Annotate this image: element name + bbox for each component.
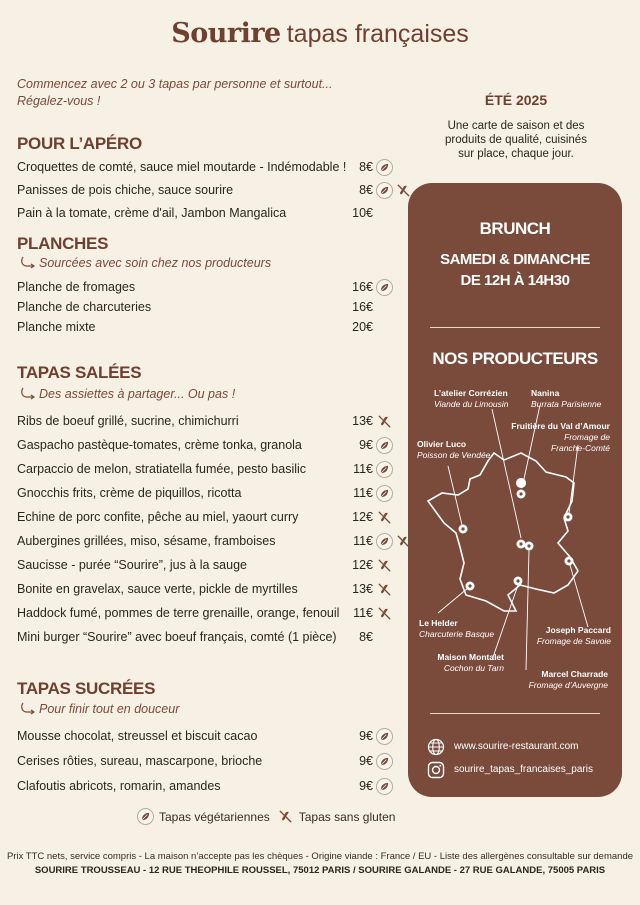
section-note-salees (20, 387, 235, 401)
menu-item-price: 9€ (359, 729, 373, 743)
menu-item-price: 9€ (359, 754, 373, 768)
menu-item-name: Clafoutis abricots, romarin, amandes (17, 779, 221, 793)
menu-item (17, 459, 400, 479)
section-note-text: Des assiettes à partager... Ou pas ! (39, 387, 236, 401)
vegetarian-leaf-icon (376, 279, 393, 296)
season-description (410, 119, 622, 161)
page-header (0, 18, 640, 49)
instagram-icon (426, 760, 445, 779)
legend-gluten-free: Tapas sans gluten (298, 809, 396, 824)
producer-atelier-correzien: L’atelier Corrézien Viande du Limousin (434, 388, 509, 409)
globe-icon (426, 737, 445, 756)
vegetarian-leaf-icon (376, 778, 393, 795)
menu-item-icons (376, 182, 412, 199)
menu-item-price: 12€ (352, 558, 373, 572)
section-note-planches (20, 256, 271, 270)
season-line-2: produits de qualité, cuisinés (445, 134, 587, 146)
menu-item-name: Carpaccio de melon, stratiatella fumée, pesto basilic (17, 462, 307, 476)
menu-item-icons (376, 509, 393, 526)
menu-item (17, 411, 400, 431)
menu-item-icons (376, 437, 393, 454)
intro-line-2: Régalez-vous ! (17, 94, 101, 108)
menu-item (17, 297, 400, 317)
menu-item-name: Saucisse - purée “Sourire”, jus à la sauge (17, 558, 247, 572)
menu-item-price: 9€ (359, 779, 373, 793)
legend-vegetarian: Tapas végétariennes (159, 809, 270, 824)
menu-item-name: Gnocchis frits, crème de piquillos, ricotta (17, 486, 242, 500)
vegetarian-leaf-icon (376, 159, 393, 176)
menu-item (17, 555, 400, 575)
menu-item-name: Cerises rôties, sureau, mascarpone, brioche (17, 754, 263, 768)
brunch-hours: DE 12H À 14H30 (460, 272, 570, 289)
instagram-row[interactable] (426, 760, 593, 779)
menu-item-name: Panisses de pois chiche, sauce sourire (17, 183, 234, 197)
menu-item (17, 180, 400, 200)
footer-legal: Prix TTC nets, service compris - La maison n’accepte pas les chèques - Origine viande : France / EU - Liste des allergènes consultable sur demande (6, 851, 634, 862)
vegetarian-leaf-icon (376, 533, 393, 550)
website-row[interactable] (426, 737, 578, 756)
menu-item-price: 16€ (352, 280, 373, 294)
vegetarian-leaf-icon (376, 182, 393, 199)
menu-item-price: 11€ (353, 462, 373, 476)
gluten-free-icon (376, 581, 393, 598)
menu-item-icons (376, 557, 393, 574)
menu-item-price: 16€ (352, 300, 373, 314)
producer-olivier-luco: Olivier Luco Poisson de Vendée (417, 439, 491, 460)
menu-item (17, 157, 400, 177)
menu-item-price: 10€ (352, 206, 373, 220)
menu-item-name: Planche de charcuteries (17, 300, 152, 314)
menu-item-price: 8€ (359, 630, 373, 644)
section-note-sucrees (20, 702, 179, 716)
curved-arrow-icon (20, 702, 36, 716)
menu-item (17, 531, 400, 551)
intro-line-1: Commencez avec 2 ou 3 tapas par personne et surtout... (17, 77, 333, 91)
info-panel (408, 183, 622, 797)
producer-marcel-charrade: Marcel Charrade Fromage d’Auvergne (528, 669, 608, 690)
menu-item-icons (376, 753, 393, 770)
menu-item-name: Bonite en gravelax, sauce verte, pickle de myrtilles (17, 582, 298, 596)
menu-item (17, 317, 400, 337)
menu-item-price: 20€ (352, 320, 373, 334)
menu-item-price: 8€ (359, 160, 373, 174)
menu-item (17, 579, 400, 599)
menu-item-icons (376, 533, 412, 550)
section-title-apero: POUR L’APÉRO (17, 134, 142, 153)
menu-item-price: 8€ (359, 183, 373, 197)
menu-item-name: Ribs de boeuf grillé, sucrine, chimichurri (17, 414, 239, 428)
brand-logo: Sourire (171, 18, 281, 49)
section-title-salees: TAPAS SALÉES (17, 363, 142, 382)
menu-item-name: Haddock fumé, pommes de terre grenaille, orange, fenouil (17, 606, 340, 620)
vegetarian-leaf-icon (376, 753, 393, 770)
season-title: ÉTÉ 2025 (484, 92, 548, 108)
menu-item (17, 627, 400, 647)
vegetarian-leaf-icon (137, 808, 154, 825)
menu-item (17, 435, 400, 455)
producer-joseph-paccard: Joseph Paccard Fromage de Savoie (536, 625, 611, 646)
producer-nanina: Nanina Burrata Parisienne (531, 388, 602, 409)
gluten-free-icon (376, 557, 393, 574)
menu-item-name: Planche de fromages (17, 280, 136, 294)
menu-item-name: Pain à la tomate, crème d'ail, Jambon Mangalica (17, 206, 287, 220)
curved-arrow-icon (20, 256, 36, 270)
producers-title: NOS PRODUCTEURS (432, 349, 598, 368)
season-block (410, 92, 622, 161)
vegetarian-leaf-icon (376, 485, 393, 502)
menu-item-icons (376, 485, 393, 502)
menu-item (17, 277, 400, 297)
menu-item-icons (376, 778, 393, 795)
france-map (408, 183, 622, 797)
menu-item-name: Echine de porc confite, pêche au miel, yaourt curry (17, 510, 299, 524)
panel-divider (430, 713, 600, 714)
menu-item-name: Planche mixte (17, 320, 96, 334)
producer-fruitiere: Fruitière du Val d’Amour Fromage de Franche-Comté (511, 421, 610, 453)
brand-subtitle: tapas françaises (286, 20, 469, 48)
season-line-3: sur place, chaque jour. (458, 148, 574, 160)
menu-item-price: 9€ (359, 438, 373, 452)
producer-le-helder: Le Helder Charcuterie Basque (419, 618, 495, 639)
menu-item (17, 483, 400, 503)
menu-item-icons (376, 605, 393, 622)
menu-item (17, 203, 400, 223)
gluten-free-icon (376, 605, 393, 622)
vegetarian-leaf-icon (376, 437, 393, 454)
menu-item-price: 12€ (352, 510, 373, 524)
curved-arrow-icon (20, 387, 36, 401)
menu-item-name: Mousse chocolat, streussel et biscuit cacao (17, 729, 258, 743)
vegetarian-leaf-icon (376, 461, 393, 478)
section-note-text: Sourcées avec soin chez nos producteurs (39, 256, 272, 270)
menu-item-icons (376, 279, 393, 296)
menu-item-price: 13€ (352, 582, 373, 596)
menu-item-name: Aubergines grillées, miso, sésame, framboises (17, 534, 276, 548)
menu-item-icons (376, 461, 393, 478)
menu-item-icons (376, 413, 393, 430)
menu-item-price: 11€ (353, 486, 373, 500)
menu-item-icons (376, 581, 393, 598)
menu-item-icons (376, 728, 393, 745)
intro-text (17, 76, 377, 110)
brunch-days: SAMEDI & DIMANCHE (440, 251, 590, 268)
menu-item-price: 11€ (353, 606, 373, 620)
section-title-sucrees: TAPAS SUCRÉES (17, 679, 156, 698)
menu-item-price: 11€ (353, 534, 373, 548)
menu-item (17, 776, 400, 796)
menu-item-price: 13€ (352, 414, 373, 428)
menu-item-name: Mini burger “Sourire” avec boeuf français, comté (1 pièce) (17, 630, 337, 644)
section-title-planches: PLANCHES (17, 234, 109, 253)
gluten-free-icon (376, 413, 393, 430)
gluten-free-icon (376, 509, 393, 526)
producer-maison-montalet: Maison Montalet Cochon du Tarn (437, 652, 504, 673)
website-link[interactable]: www.sourire-restaurant.com (454, 741, 579, 752)
menu-item (17, 751, 400, 771)
brunch-title: BRUNCH (479, 219, 551, 238)
instagram-handle[interactable]: sourire_tapas_francaises_paris (454, 764, 593, 775)
legend (137, 808, 395, 825)
footer-addresses: SOURIRE TROUSSEAU - 12 RUE THEOPHILE ROUSSEL, 75012 PARIS / SOURIRE GALANDE - 27 RUE GALANDE, 75005 PARIS (34, 865, 606, 876)
menu-item (17, 507, 400, 527)
menu-item-name: Gaspacho pastèque-tomates, crème tonka, granola (17, 438, 302, 452)
menu-item (17, 726, 400, 746)
gluten-free-icon (277, 808, 294, 825)
section-note-text: Pour finir tout en douceur (39, 702, 180, 716)
menu-item (17, 603, 400, 623)
menu-item-name: Croquettes de comté, sauce miel moutarde - Indémodable ! (17, 160, 347, 174)
menu-item-icons (376, 159, 393, 176)
season-line-1: Une carte de saison et des (447, 120, 585, 132)
vegetarian-leaf-icon (376, 728, 393, 745)
